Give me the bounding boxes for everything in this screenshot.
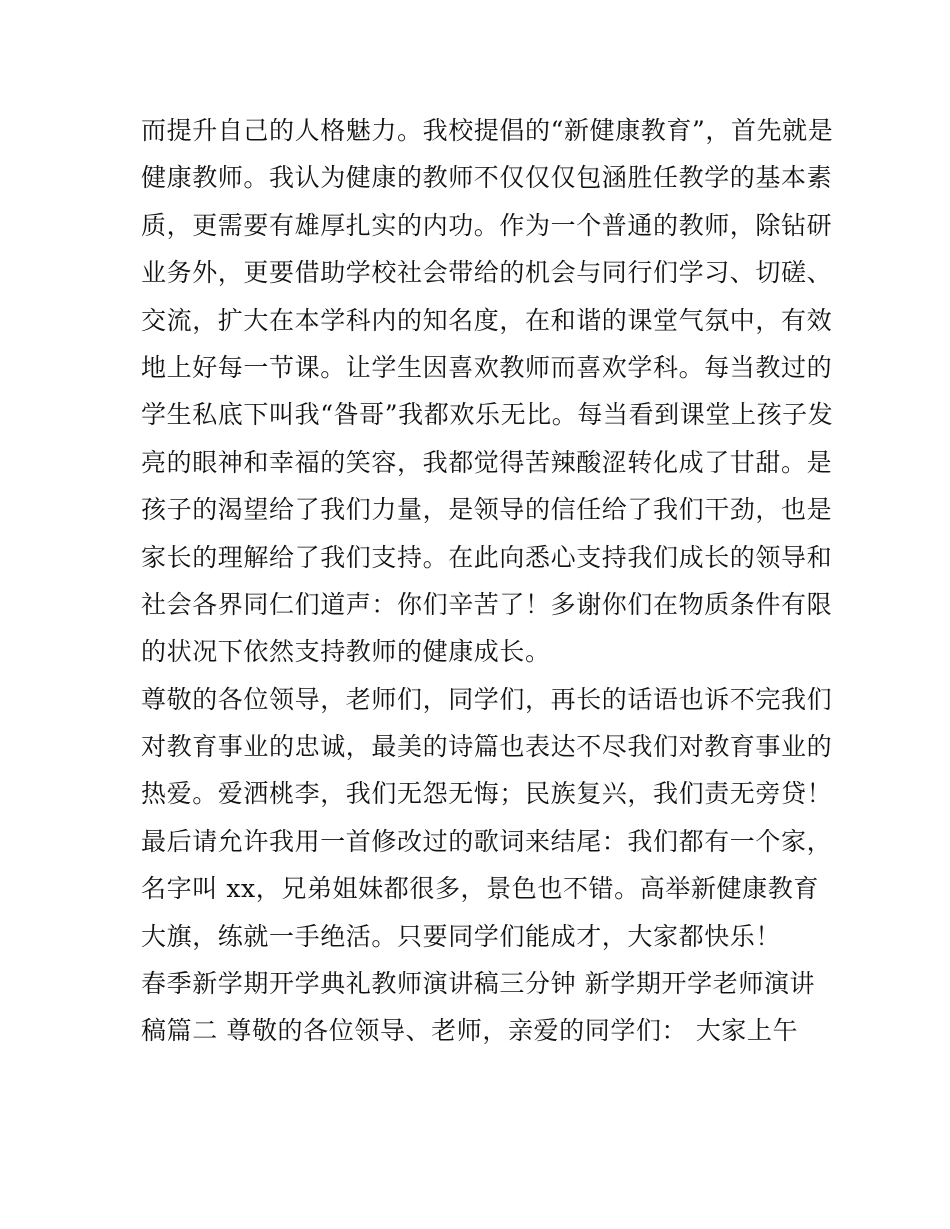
text-line: 的状况下依然支持教师的健康成长。	[141, 637, 551, 667]
text-line: 健康教师。我认为健康的教师不仅仅仅包涵胜任教学的基本素	[141, 163, 833, 193]
text-line: 业务外，更要借助学校社会带给的机会与同行们学习、切磋、	[141, 258, 833, 288]
document-body	[141, 107, 834, 1055]
text-line: 尊敬的各位领导，老师们，同学们，再长的话语也诉不完我们	[141, 684, 833, 714]
text-line: 家长的理解给了我们支持。在此向悉心支持我们成长的领导和	[141, 542, 833, 572]
text-line: 对教育事业的忠诚，最美的诗篇也表达不尽我们对教育事业的	[141, 732, 833, 762]
text-line: 社会各界同仁们道声：你们辛苦了！多谢你们在物质条件有限	[141, 589, 833, 619]
text-line: 热爱。爱洒桃李，我们无怨无悔；民族复兴，我们责无旁贷！	[141, 779, 833, 809]
text-line: 名字叫 xx，兄弟姐妹都很多，景色也不错。高举新健康教育	[141, 874, 819, 904]
text-line: 而提升自己的人格魅力。我校提倡的“新健康教育”，首先就是	[141, 116, 834, 145]
text-line: 最后请允许我用一首修改过的歌词来结尾：我们都有一个家，	[141, 826, 833, 856]
text-line: 稿篇二 尊敬的各位领导、老师，亲爱的同学们： 大家上午	[141, 1016, 799, 1046]
text-line: 孩子的渴望给了我们力量，是领导的信任给了我们干劲，也是	[141, 495, 833, 525]
text-line: 学生私底下叫我“昝哥”我都欢乐无比。每当看到课堂上孩子发	[141, 400, 834, 430]
text-line: 地上好每一节课。让学生因喜欢教师而喜欢学科。每当教过的	[141, 352, 833, 382]
text-line: 大旗，练就一手绝活。只要同学们能成才，大家都快乐！	[141, 921, 782, 951]
text-line: 质，更需要有雄厚扎实的内功。作为一个普通的教师，除钻研	[141, 210, 833, 240]
text-line: 交流，扩大在本学科内的知名度，在和谐的课堂气氛中，有效	[141, 305, 833, 335]
text-line: 亮的眼神和幸福的笑容，我都觉得苦辣酸涩转化成了甘甜。是	[141, 447, 833, 477]
text-line: 春季新学期开学典礼教师演讲稿三分钟 新学期开学老师演讲	[141, 969, 816, 999]
